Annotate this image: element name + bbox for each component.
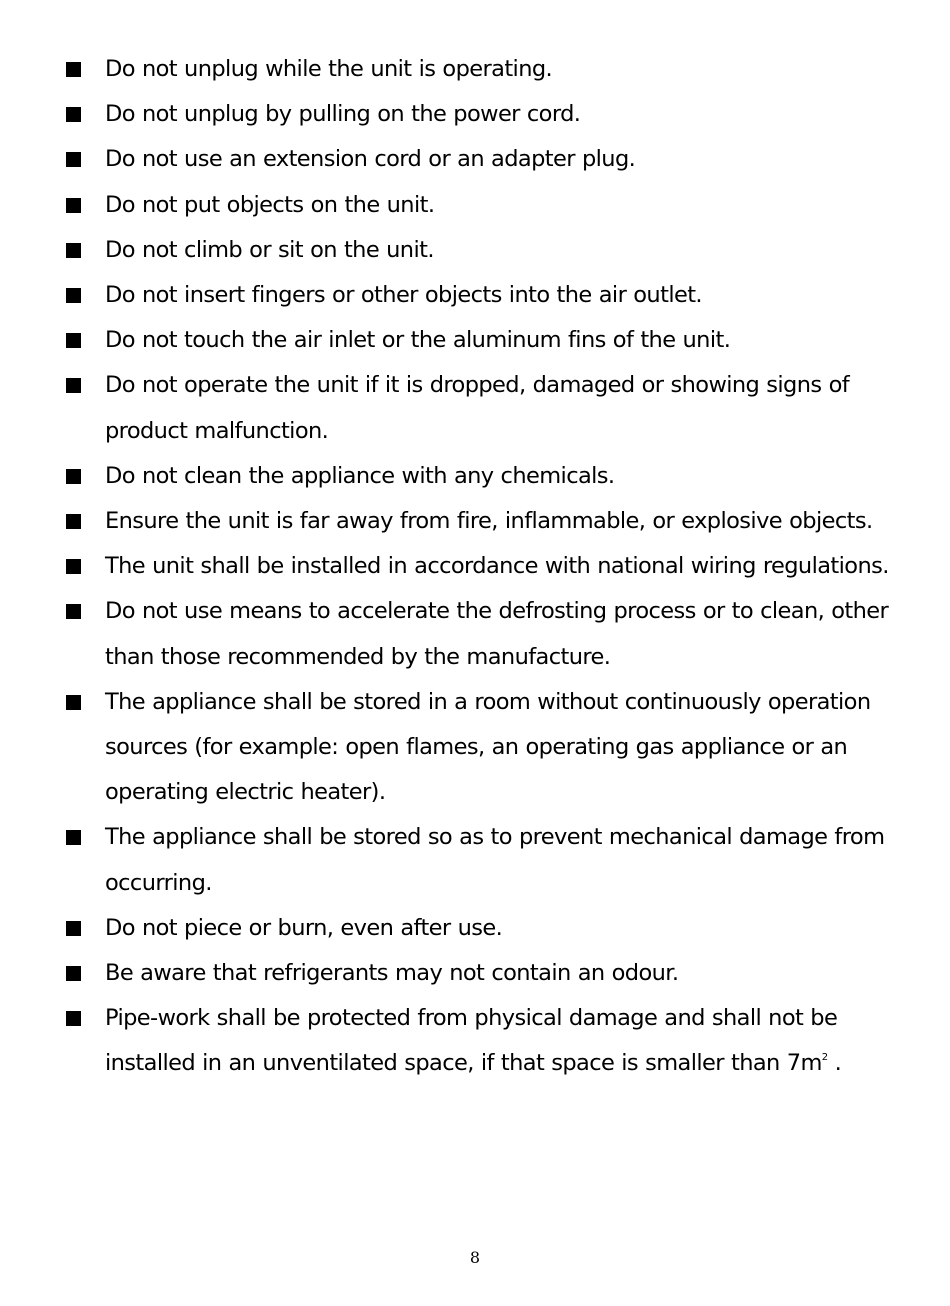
list-item-text: The appliance shall be stored in a room without continuously operation sources (for example: open flames, an operating gas appliance or an operating electric heater). bbox=[105, 688, 871, 806]
list-item bbox=[66, 544, 896, 589]
list-item bbox=[66, 363, 896, 453]
list-item-text: Do not put objects on the unit. bbox=[105, 191, 435, 218]
square-bullet-icon bbox=[66, 1011, 81, 1026]
square-bullet-icon bbox=[66, 62, 81, 77]
square-bullet-icon bbox=[66, 243, 81, 258]
square-bullet-icon bbox=[66, 288, 81, 303]
square-bullet-icon bbox=[66, 152, 81, 167]
list-item bbox=[66, 906, 896, 951]
square-bullet-icon bbox=[66, 514, 81, 529]
list-item bbox=[66, 318, 896, 363]
list-item bbox=[66, 47, 896, 92]
square-bullet-icon bbox=[66, 198, 81, 213]
list-item-text: Be aware that refrigerants may not contain an odour. bbox=[105, 960, 679, 987]
list-item bbox=[66, 680, 896, 816]
square-bullet-icon bbox=[66, 604, 81, 619]
list-item bbox=[66, 137, 896, 182]
list-item-text: Pipe-work shall be protected from physical damage and shall not be installed in an unventilated space, if that space is smaller than 7m bbox=[105, 1005, 838, 1077]
list-item-text: Do not unplug by pulling on the power cord. bbox=[105, 101, 581, 128]
safety-bullet-list bbox=[66, 47, 896, 1087]
square-bullet-icon bbox=[66, 469, 81, 484]
square-bullet-icon bbox=[66, 378, 81, 393]
list-item-text: Do not touch the air inlet or the aluminum fins of the unit. bbox=[105, 327, 731, 354]
list-item bbox=[66, 92, 896, 137]
square-bullet-icon bbox=[66, 559, 81, 574]
square-bullet-icon bbox=[66, 830, 81, 845]
square-bullet-icon bbox=[66, 333, 81, 348]
list-item-text: Do not use means to accelerate the defrosting process or to clean, other than those recommended by the manufacture. bbox=[105, 598, 889, 670]
list-item bbox=[66, 996, 896, 1086]
list-item-text: The appliance shall be stored so as to prevent mechanical damage from occurring. bbox=[105, 824, 885, 896]
list-item bbox=[66, 589, 896, 679]
list-item bbox=[66, 499, 896, 544]
list-item-text: Do not piece or burn, even after use. bbox=[105, 914, 503, 941]
list-item-period: . bbox=[827, 1050, 842, 1077]
page-number: 8 bbox=[469, 1248, 481, 1267]
list-item-text: Do not use an extension cord or an adapter plug. bbox=[105, 146, 636, 173]
list-item bbox=[66, 273, 896, 318]
list-item bbox=[66, 815, 896, 905]
area-superscript: 2 bbox=[821, 1052, 828, 1064]
list-item bbox=[66, 951, 896, 996]
list-item bbox=[66, 228, 896, 273]
list-item bbox=[66, 183, 896, 228]
list-item bbox=[66, 454, 896, 499]
list-item-text: Do not insert fingers or other objects into the air outlet. bbox=[105, 282, 702, 309]
list-item-text: Do not unplug while the unit is operating. bbox=[105, 56, 553, 82]
list-item-text: Do not clean the appliance with any chemicals. bbox=[105, 462, 615, 489]
list-item-text: Do not climb or sit on the unit. bbox=[105, 236, 434, 263]
list-item-text: Do not operate the unit if it is dropped, damaged or showing signs of product malfunction. bbox=[105, 372, 850, 444]
square-bullet-icon bbox=[66, 695, 81, 710]
list-item-text: Ensure the unit is far away from fire, inflammable, or explosive objects. bbox=[105, 508, 873, 535]
square-bullet-icon bbox=[66, 107, 81, 122]
square-bullet-icon bbox=[66, 921, 81, 936]
square-bullet-icon bbox=[66, 966, 81, 981]
list-item-text: The unit shall be installed in accordance with national wiring regulations. bbox=[105, 553, 889, 580]
